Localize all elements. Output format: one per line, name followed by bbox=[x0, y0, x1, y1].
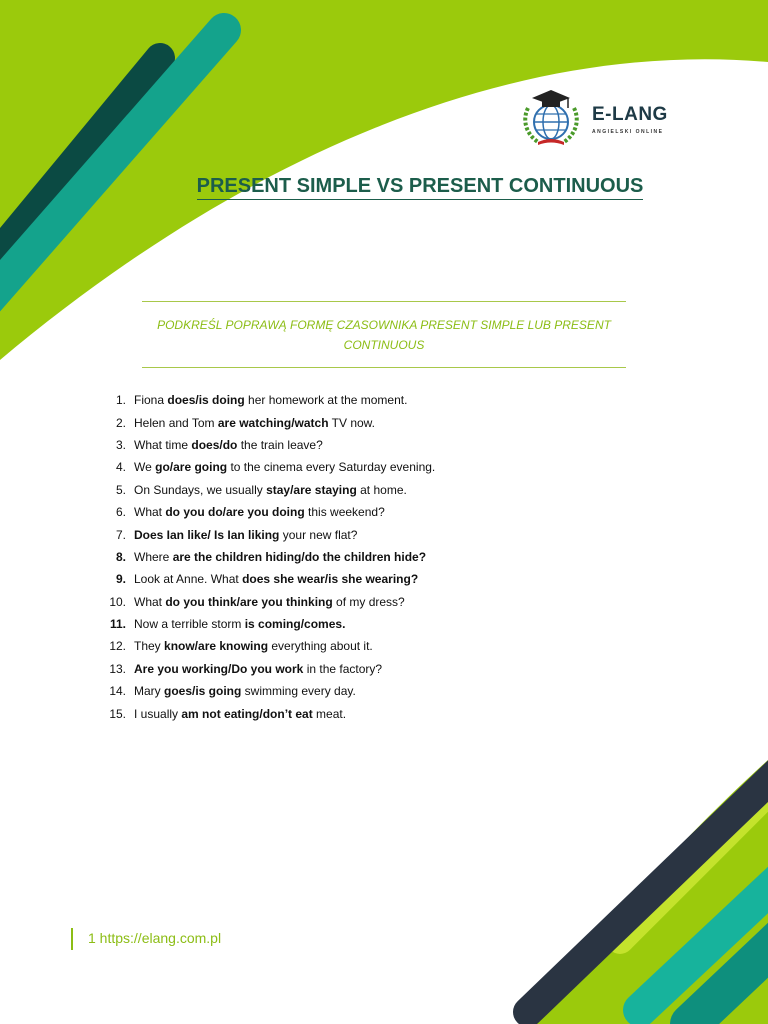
sentence-text: What bbox=[134, 594, 166, 609]
sentence-text: What bbox=[134, 505, 166, 520]
verb-options: does/is doing bbox=[167, 393, 245, 408]
exercise-sentence bbox=[134, 707, 346, 721]
exercise-number: 12. bbox=[109, 639, 126, 654]
sentence-text: this weekend? bbox=[304, 505, 385, 520]
exercise-sentence bbox=[134, 460, 435, 474]
footer-accent-bar bbox=[71, 928, 73, 950]
exercise-sentence bbox=[134, 617, 345, 631]
exercise-sentence bbox=[134, 483, 407, 497]
sentence-text: of my dress? bbox=[332, 594, 405, 609]
exercise-sentence bbox=[134, 505, 385, 519]
verb-options: do you do/are you doing bbox=[165, 505, 305, 520]
sentence-text: They bbox=[134, 639, 165, 654]
exercise-sentence bbox=[134, 684, 356, 698]
brand-tagline: ANGIELSKI ONLINE bbox=[592, 129, 664, 135]
exercise-item bbox=[100, 635, 700, 657]
footer-link[interactable]: 1 https://elang.com.pl bbox=[88, 930, 222, 946]
exercise-item bbox=[100, 568, 700, 590]
sentence-text: We bbox=[134, 460, 156, 475]
exercise-number: 11. bbox=[109, 617, 126, 632]
exercise-item bbox=[100, 501, 700, 523]
sentence-text: in the factory? bbox=[303, 661, 383, 676]
exercise-number: 2. bbox=[115, 415, 126, 430]
sentence-text: her homework at the moment. bbox=[244, 393, 408, 408]
exercise-sentence bbox=[134, 595, 405, 609]
sentence-text: at home. bbox=[356, 482, 407, 497]
exercise-number: 14. bbox=[109, 684, 126, 699]
exercise-sentence bbox=[134, 393, 407, 407]
verb-options: stay/are staying bbox=[266, 482, 357, 497]
sentence-text: swimming every day. bbox=[241, 684, 356, 699]
sentence-text: On Sundays, we usually bbox=[134, 482, 267, 497]
exercise-item bbox=[100, 434, 700, 456]
exercise-item bbox=[100, 658, 700, 680]
verb-options: goes/is going bbox=[164, 684, 242, 699]
exercise-sentence bbox=[134, 416, 375, 430]
sentence-text: Look at Anne. What bbox=[134, 572, 243, 587]
exercise-item bbox=[100, 591, 700, 613]
exercise-number: 5. bbox=[115, 482, 126, 497]
exercise-sentence bbox=[134, 639, 373, 653]
exercise-number: 1. bbox=[115, 393, 126, 408]
exercise-list bbox=[100, 389, 700, 725]
sentence-text: the train leave? bbox=[237, 437, 323, 452]
exercise-number: 3. bbox=[115, 437, 126, 452]
exercise-number: 4. bbox=[115, 460, 126, 475]
sentence-text: I usually bbox=[134, 706, 182, 721]
exercise-sentence bbox=[134, 662, 382, 676]
exercise-item bbox=[100, 389, 700, 411]
instruction-top-rule bbox=[142, 301, 626, 302]
exercise-number: 7. bbox=[115, 527, 126, 542]
verb-options: Are you working/Do you work bbox=[134, 661, 304, 676]
exercise-number: 15. bbox=[109, 706, 126, 721]
exercise-number: 13. bbox=[109, 661, 126, 676]
exercise-number: 6. bbox=[115, 505, 126, 520]
exercise-item bbox=[100, 546, 700, 568]
sentence-text: What time bbox=[134, 437, 192, 452]
sentence-text: Mary bbox=[134, 684, 164, 699]
instruction-line-2: CONTINUOUS bbox=[343, 338, 425, 352]
verb-options: are watching/watch bbox=[217, 415, 329, 430]
verb-options: does/do bbox=[191, 437, 238, 452]
instruction-bottom-rule bbox=[142, 367, 626, 368]
exercise-sentence bbox=[134, 438, 323, 452]
sentence-text: Fiona bbox=[134, 393, 168, 408]
verb-options: go/are going bbox=[155, 460, 228, 475]
instruction-text bbox=[142, 315, 626, 355]
sentence-text: everything about it. bbox=[268, 639, 373, 654]
verb-options: know/are knowing bbox=[164, 639, 269, 654]
exercise-number: 8. bbox=[115, 549, 126, 564]
page-title-text: PRESENT SIMPLE VS PRESENT CONTINUOUS bbox=[197, 175, 644, 200]
verb-options: Does Ian like/ Is Ian liking bbox=[134, 527, 280, 542]
verb-options: are the children hiding/do the children hide? bbox=[172, 549, 427, 564]
instruction-line-1: PODKREŚL POPRAWĄ FORMĘ CZASOWNIKA PRESENT SIMPLE LUB PRESENT bbox=[157, 318, 611, 332]
exercise-item bbox=[100, 680, 700, 702]
exercise-item bbox=[100, 479, 700, 501]
brand-name: E-LANG bbox=[592, 104, 668, 125]
verb-options: is coming/comes. bbox=[244, 617, 346, 632]
exercise-item bbox=[100, 523, 700, 545]
exercise-sentence bbox=[134, 550, 426, 564]
sentence-text: to the cinema every Saturday evening. bbox=[227, 460, 436, 475]
exercise-item bbox=[100, 613, 700, 635]
sentence-text: meat. bbox=[312, 706, 347, 721]
exercise-number: 9. bbox=[115, 572, 126, 587]
verb-options: do you think/are you thinking bbox=[165, 594, 333, 609]
sentence-text: Helen and Tom bbox=[134, 415, 218, 430]
exercise-item bbox=[100, 702, 700, 724]
sentence-text: Now a terrible storm bbox=[134, 617, 245, 632]
page-title bbox=[0, 175, 768, 198]
exercise-item bbox=[100, 456, 700, 478]
exercise-sentence bbox=[134, 528, 357, 542]
exercise-item bbox=[100, 411, 700, 433]
sentence-text: Where bbox=[134, 549, 173, 564]
sentence-text: TV now. bbox=[328, 415, 376, 430]
verb-options: am not eating/don’t eat bbox=[181, 706, 313, 721]
exercise-sentence bbox=[134, 572, 418, 586]
exercise-number: 10. bbox=[109, 594, 126, 609]
sentence-text: your new flat? bbox=[279, 527, 358, 542]
verb-options: does she wear/is she wearing? bbox=[242, 572, 419, 587]
